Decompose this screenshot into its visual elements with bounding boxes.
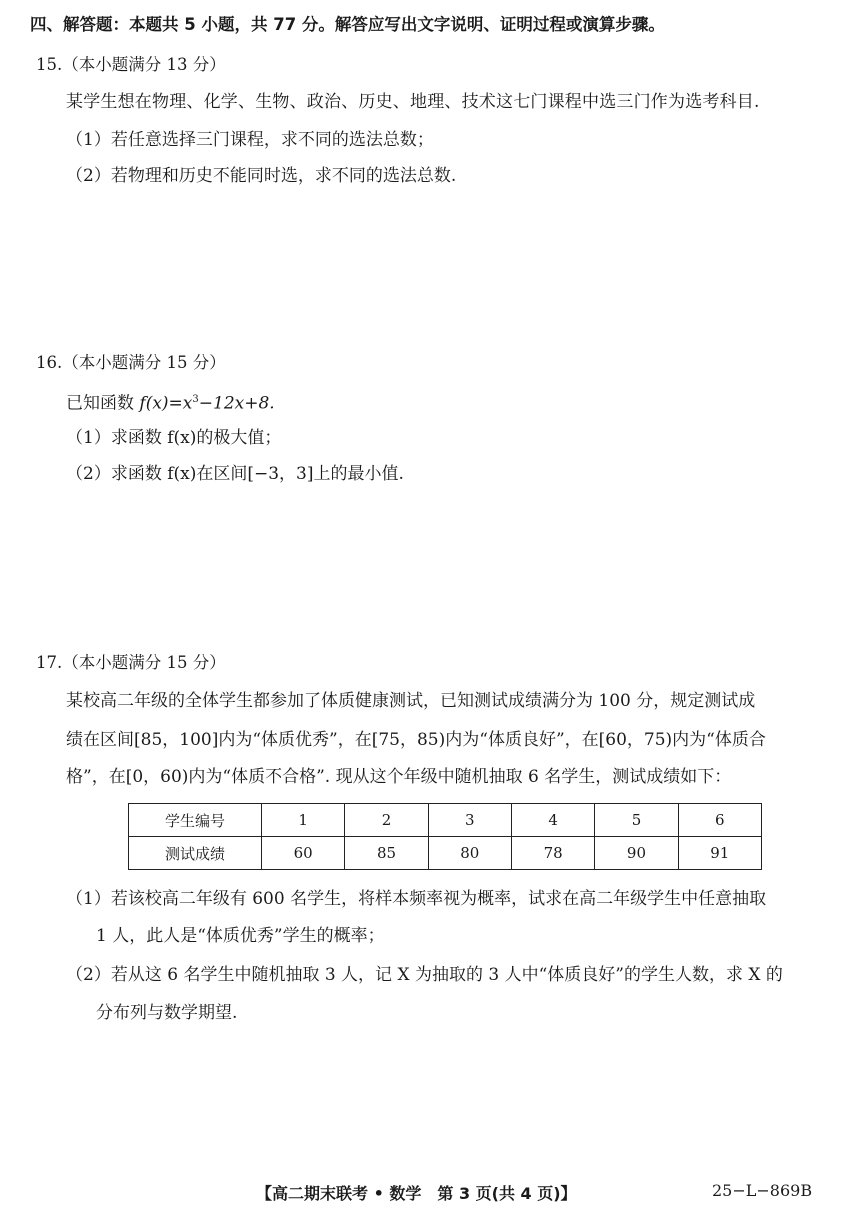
table-cell-id: 6	[678, 804, 761, 837]
q16-func-rest: −12x+8.	[198, 393, 275, 414]
table-cell-score: 85	[345, 837, 428, 870]
q16-heading: 16.（本小题满分 15 分）	[36, 353, 226, 372]
q16-part1: （1）求函数 f(x)的极大值；	[66, 428, 282, 448]
q16-stem-prefix: 已知函数	[66, 393, 140, 414]
table-cell-id: 1	[262, 804, 345, 837]
table-row-scores	[129, 837, 762, 870]
page-footer-code: 25−L−869B	[712, 1181, 813, 1200]
table-row-ids	[129, 804, 762, 837]
q15-part2: （2）若物理和历史不能同时选，求不同的选法总数.	[66, 166, 457, 186]
q16-stem	[66, 389, 275, 415]
table-cell-id: 2	[345, 804, 428, 837]
table-cell-id: 5	[595, 804, 678, 837]
table-cell-id: 3	[428, 804, 511, 837]
section-header: 四、解答题：本题共 5 小题，共 77 分。解答应写出文字说明、证明过程或演算步骤。	[30, 15, 665, 34]
q17-stem-line2: 绩在区间[85，100]内为“体质优秀”，在[75，85)内为“体质良好”，在[60，75)内为“体质合	[66, 730, 766, 750]
q17-part1-line2: 1 人，此人是“体质优秀”学生的概率；	[96, 926, 385, 946]
table-cell-score: 78	[511, 837, 594, 870]
q16-exponent: 3	[192, 394, 199, 405]
table-header-id: 学生编号	[129, 804, 262, 837]
q17-part1-line1: （1）若该校高二年级有 600 名学生，将样本频率视为概率，试求在高二年级学生中任意抽取	[66, 889, 767, 909]
table-cell-score: 80	[428, 837, 511, 870]
q17-stem-line1: 某校高二年级的全体学生都参加了体质健康测试，已知测试成绩满分为 100 分，规定测试成	[66, 691, 756, 711]
q17-stem-line3: 格”，在[0，60)内为“体质不合格”. 现从这个年级中随机抽取 6 名学生，测试成绩如下：	[66, 767, 732, 787]
table-cell-id: 4	[511, 804, 594, 837]
q15-heading: 15.（本小题满分 13 分）	[36, 55, 226, 74]
table-cell-score: 60	[262, 837, 345, 870]
scores-table	[128, 803, 762, 870]
q16-part2: （2）求函数 f(x)在区间[−3，3]上的最小值.	[66, 464, 404, 484]
q17-heading: 17.（本小题满分 15 分）	[36, 653, 226, 672]
q16-func: f(x)=x	[139, 393, 193, 414]
page-footer-title: 【高二期末联考 • 数学 第 3 页(共 4 页)】	[256, 1184, 577, 1203]
table-header-score: 测试成绩	[129, 837, 262, 870]
table-cell-score: 90	[595, 837, 678, 870]
q17-part2-line2: 分布列与数学期望.	[96, 1003, 238, 1023]
q15-stem: 某学生想在物理、化学、生物、政治、历史、地理、技术这七门课程中选三门作为选考科目.	[66, 92, 760, 112]
q15-part1: （1）若任意选择三门课程，求不同的选法总数；	[66, 130, 434, 150]
table-cell-score: 91	[678, 837, 761, 870]
q17-part2-line1: （2）若从这 6 名学生中随机抽取 3 人，记 X 为抽取的 3 人中“体质良好”的学生人数，求 X 的	[66, 965, 783, 985]
